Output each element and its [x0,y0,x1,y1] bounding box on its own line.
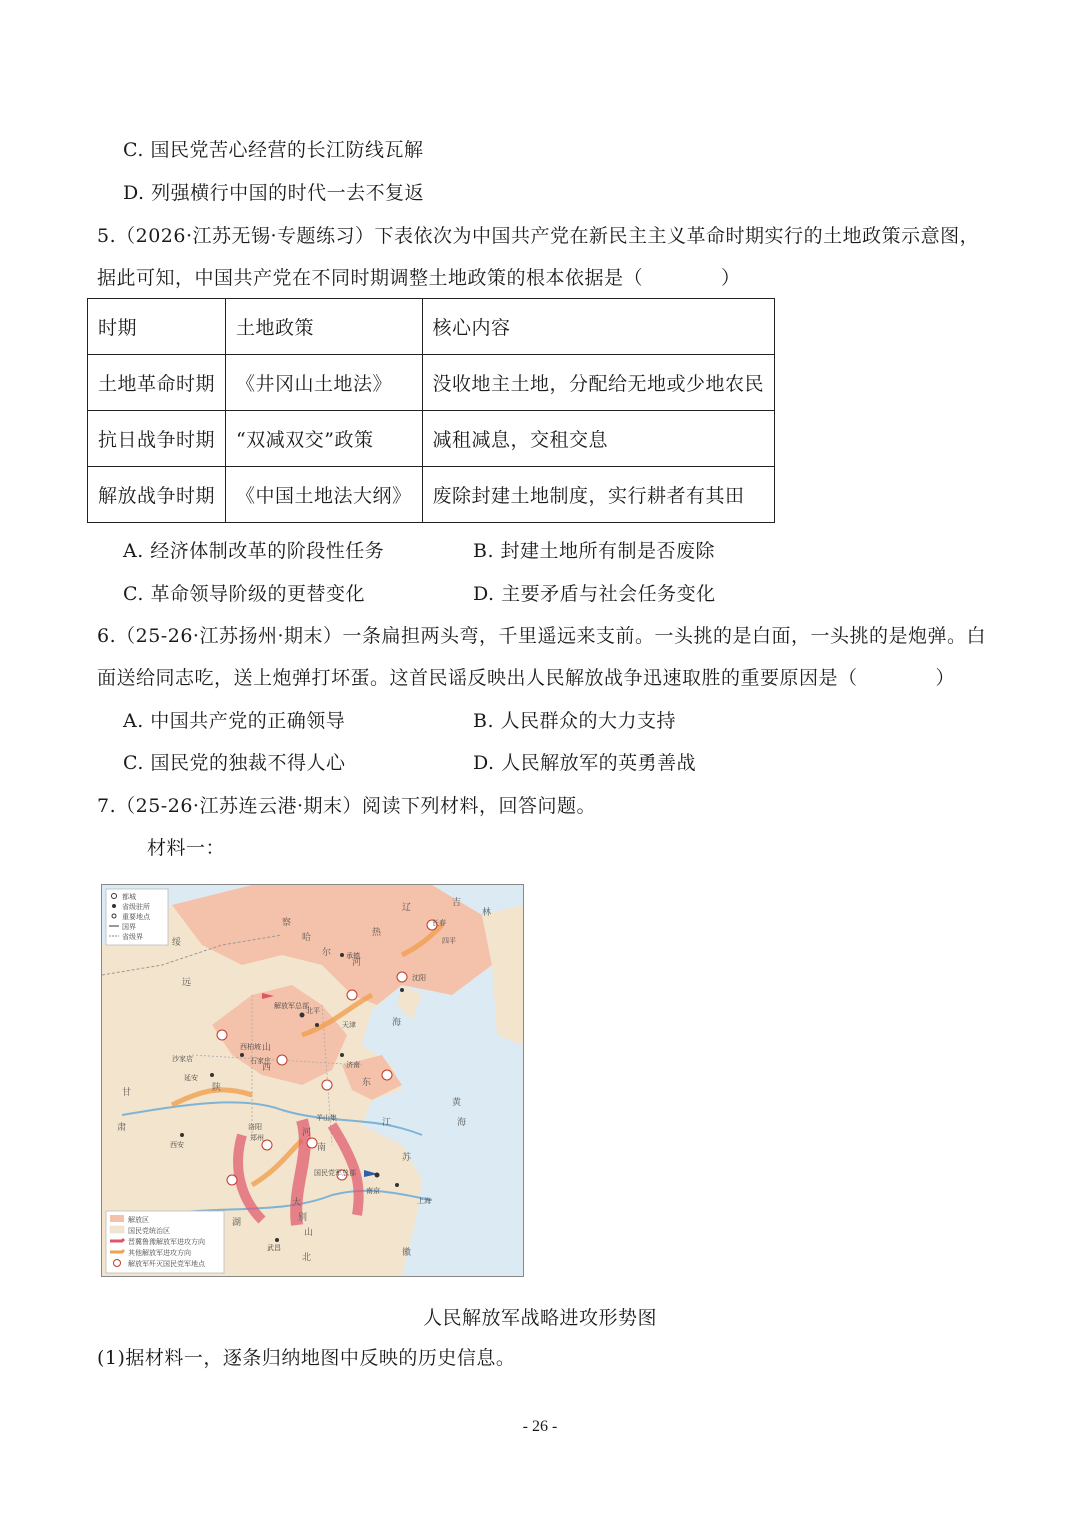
legend-bottom-text: 解放军歼灭国民党军地点 [128,1260,205,1268]
map-label: 西安 [170,1141,184,1149]
map-label: 大 [292,1198,302,1208]
map-label: 远 [182,978,192,988]
table-cell: “双减双交”政策 [226,411,423,467]
map-label: 徽 [402,1248,412,1258]
q5-stem-line2: 据此可知，中国共产党在不同时期调整土地政策的根本依据是（ ） [97,267,741,289]
map-graphic [102,885,523,1276]
map-label: 洛阳 [248,1123,262,1131]
legend-top-text: 省级驻所 [122,903,150,911]
map-label: 武昌 [267,1244,281,1252]
map-label: 南京 [366,1187,380,1195]
q6-stem-line2: 面送给同志吃，送上炮弹打坏蛋。这首民谣反映出人民解放战争迅速取胜的重要原因是（ ） [97,667,956,689]
map-label: 郑州 [250,1134,264,1142]
legend-bottom-text: 国民党统治区 [128,1227,170,1235]
legend-kmt-swatch [110,1226,124,1233]
q6-option-c: C. 国民党的独裁不得人心 [123,752,346,774]
page-number: - 26 - [522,1418,558,1435]
map-label: 黄 [452,1098,462,1108]
table-header-row [88,299,775,355]
table-cell: 《井冈山土地法》 [226,355,423,411]
map-label: 湖 [232,1218,242,1228]
kmt-hq-label: 国民党军总部 [314,1169,356,1177]
map-label: 长春 [432,919,446,927]
map-label: 海 [457,1118,467,1128]
q6-option-d: D. 人民解放军的英勇善战 [473,752,697,774]
map-label: 河 [352,958,362,968]
legend-bottom-text: 晋冀鲁豫解放军进攻方向 [128,1238,205,1246]
map-label: 海 [392,1018,402,1028]
legend-liberated-swatch [110,1215,124,1222]
table-cell: 土地革命时期 [88,355,226,411]
map-label: 山 [262,1043,272,1053]
map-label: 山 [304,1228,314,1238]
map-label: 沙家店 [172,1055,193,1063]
legend-seat-icon [112,904,116,908]
map-label: 察 [282,918,292,928]
map-label: 北平 [306,1007,320,1015]
legend-battle-icon [114,1260,121,1267]
q4-option-d: D. 列强横行中国的时代一去不复返 [123,182,425,204]
q6-stem-line1: 6.（25-26·江苏扬州·期末）一条扁担两头弯，千里遥远来支前。一头挑的是白面，一头挑的是炮弹。白 [97,625,986,647]
map-label: 承德 [346,952,360,960]
legend-bottom-text: 解放区 [128,1216,149,1224]
map-label: 上海 [417,1197,431,1205]
map-label: 南 [317,1143,327,1153]
q5-option-b: B. 封建土地所有制是否废除 [473,540,716,562]
strategic-offensive-map [101,884,524,1277]
q5-stem-line1: 5.（2026·江苏无锡·专题练习）下表依次为中国共产党在新民主主义革命时期实行的土地政策示意图， [97,225,980,247]
map-label: 天津 [342,1021,356,1029]
map-label: 吉 [452,898,462,908]
q6-option-b: B. 人民群众的大力支持 [473,710,677,732]
table-header-cell: 核心内容 [422,299,775,355]
map-label: 陕 [212,1083,222,1093]
table-header-cell: 土地政策 [226,299,423,355]
legend-bottom-text: 其他解放军进攻方向 [128,1249,191,1257]
q5-option-d: D. 主要矛盾与社会任务变化 [473,583,716,605]
pla-hq-label: 解放军总部 [274,1002,309,1010]
map-label: 苏 [402,1153,412,1163]
table-cell: 废除封建土地制度，实行耕者有其田 [422,467,775,523]
table-row [88,355,775,411]
map-label: 东 [362,1078,372,1088]
q6-option-a: A. 中国共产党的正确领导 [123,710,346,732]
map-label: 济南 [346,1061,360,1069]
map-label: 热 [372,928,382,938]
q7-stem: 7.（25-26·江苏连云港·期末）阅读下列材料，回答问题。 [97,795,596,817]
map-caption: 人民解放军战略进攻形势图 [422,1307,657,1329]
map-label: 西 [262,1063,272,1073]
q5-option-c: C. 革命领导阶级的更替变化 [123,583,365,605]
table-cell: 解放战争时期 [88,467,226,523]
q5-option-a: A. 经济体制改革的阶段性任务 [123,540,385,562]
legend-top-text: 省级界 [122,933,143,941]
table-cell: 没收地主土地，分配给无地或少地农民 [422,355,775,411]
map-label: 北 [302,1253,312,1263]
map-label: 肃 [117,1123,127,1133]
map-label: 石家庄 [250,1057,271,1065]
legend-top-text: 重要地点 [122,913,150,921]
table-cell: 《中国土地法大纲》 [226,467,423,523]
map-label: 甘 [122,1088,132,1098]
map-label: 四平 [442,937,456,945]
map-label: 辽 [402,903,412,913]
map-label: 绥 [172,938,182,948]
table-row [88,411,775,467]
table-cell: 减租减息，交租交息 [422,411,775,467]
map-label: 林 [482,908,492,918]
land-policy-table [87,298,775,523]
legend-top-text: 都城 [122,893,136,901]
map-label: 延安 [184,1074,198,1082]
map-label: 哈 [302,933,312,943]
table-header-cell: 时期 [88,299,226,355]
q7-sub-question-1: (1)据材料一，逐条归纳地图中反映的历史信息。 [97,1347,516,1369]
legend-top-text: 国界 [122,923,136,931]
map-label: 羊山集 [316,1114,337,1122]
table-cell: 抗日战争时期 [88,411,226,467]
map-label: 沈阳 [412,974,426,982]
q4-option-c: C. 国民党苦心经营的长江防线瓦解 [123,139,424,161]
material-label: 材料一： [147,837,226,859]
map-label: 江 [382,1118,392,1128]
table-row [88,467,775,523]
map-label: 别 [298,1213,308,1223]
map-label: 河 [302,1128,312,1138]
map-label: 尔 [322,948,332,958]
map-label: 西柏坡 [240,1043,261,1051]
